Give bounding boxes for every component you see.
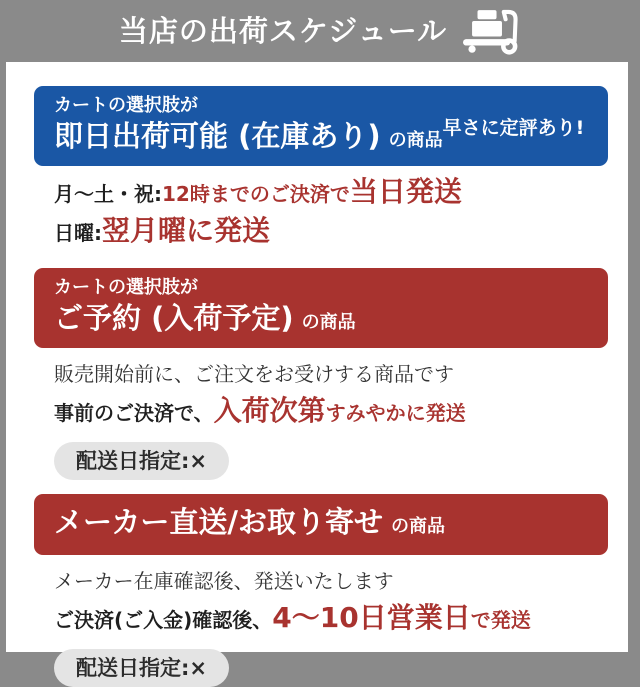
- header-main: [54, 300, 356, 341]
- schedule-line-dispatch: 事前のご決済で、入荷次第すみやかに発送: [54, 394, 466, 427]
- section-preorder: [34, 268, 608, 480]
- section-same-day: [34, 86, 608, 254]
- section-header-maker-direct: [34, 494, 608, 555]
- page-title: 当店の出荷スケジュール: [118, 13, 448, 48]
- schedule-line-sunday: 日曜:翌月曜に発送: [54, 214, 271, 247]
- header-side-note: 早さに定評あり!: [442, 116, 585, 139]
- delivery-date-badge: 配送日指定:×: [54, 649, 229, 687]
- header-highlight: ご予約 (入荷予定): [54, 301, 294, 335]
- header-intro: カートの選択肢が: [54, 95, 198, 116]
- schedule-line-info: メーカー在庫確認後、発送いたします: [54, 569, 394, 593]
- header-highlight: 即日出荷可能 (在庫あり): [54, 119, 381, 153]
- section-header-preorder: [34, 268, 608, 348]
- content-panel: [6, 62, 628, 680]
- hand-truck-icon: [463, 4, 521, 58]
- title-band: [0, 0, 640, 62]
- schedule-line-weekday: 月〜土・祝:12時までのご決済で当日発送: [54, 175, 462, 208]
- schedule-line-dispatch: ご決済(ご入金)確認後、4〜10日営業日で発送: [54, 601, 531, 634]
- header-suffix: の商品: [388, 130, 443, 151]
- section-body-same-day: [34, 166, 608, 254]
- header-suffix: の商品: [301, 312, 356, 333]
- section-body-maker-direct: [34, 555, 608, 687]
- section-header-same-day: [34, 86, 608, 166]
- header-main: [54, 504, 445, 545]
- delivery-date-badge: 配送日指定:×: [54, 442, 229, 480]
- header-highlight: メーカー直送/お取り寄せ: [54, 505, 384, 539]
- header-main: [54, 118, 443, 159]
- header-suffix: の商品: [391, 516, 446, 537]
- header-text: [54, 275, 356, 341]
- section-body-preorder: [34, 348, 608, 480]
- header-intro: カートの選択肢が: [54, 277, 198, 298]
- section-maker-direct: [34, 494, 608, 687]
- schedule-line-info: 販売開始前に、ご注文をお受けする商品です: [54, 362, 454, 386]
- header-text: [54, 93, 443, 159]
